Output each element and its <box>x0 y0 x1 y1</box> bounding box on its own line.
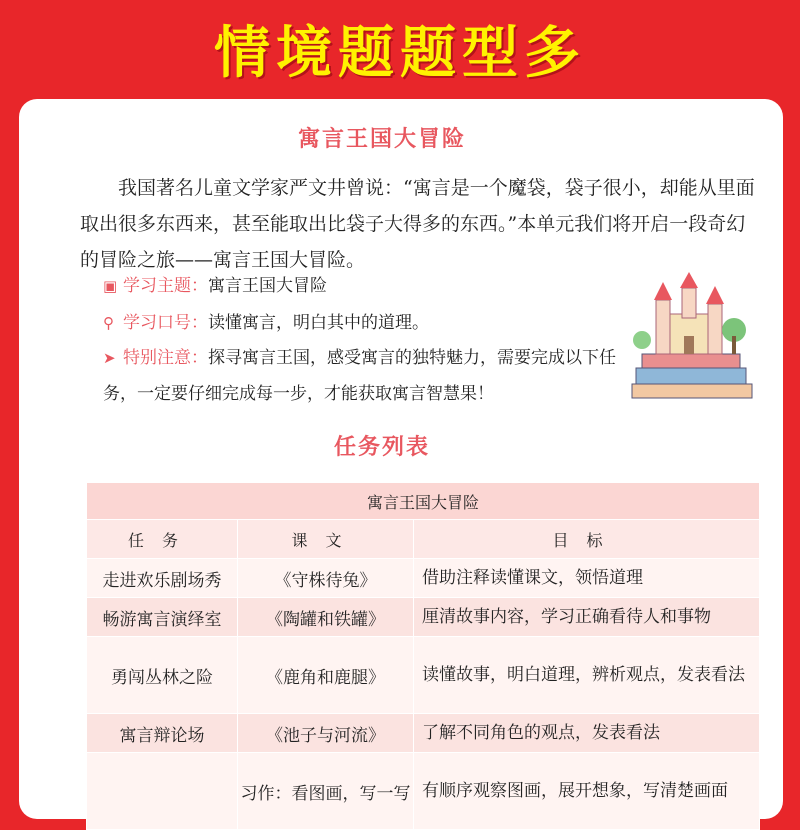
castle-on-books-illustration <box>628 270 760 402</box>
column-header: 课文 <box>238 520 414 559</box>
goal-cell: 了解不同角色的观点，发表看法 <box>414 714 760 753</box>
note-text: 探寻寓言王国，感受寓言的独特魅力，需要完成以下任务，一定要仔细完成每一步，才能获取寓言智慧果！ <box>103 348 616 404</box>
section-title: 寓言王国大冒险 <box>297 127 466 152</box>
goal-cell: 借助注释读懂课文，领悟道理 <box>414 559 760 598</box>
note-text: 读懂寓言，明白其中的道理。 <box>208 313 429 333</box>
task-cell: 寓言辩论场 <box>87 714 238 753</box>
table-row <box>87 714 760 753</box>
task-cell: 畅游寓言演绎室 <box>87 598 238 637</box>
table-row <box>87 753 760 830</box>
table-row <box>87 637 760 714</box>
task-table <box>86 482 760 830</box>
table-row <box>87 559 760 598</box>
column-header: 任务 <box>87 520 238 559</box>
camera-icon: ▣ <box>103 277 118 295</box>
note-attention <box>103 340 648 412</box>
note-text: 寓言王国大冒险 <box>208 276 327 296</box>
task-cell <box>87 753 238 830</box>
banner-title: 情境题题型多 <box>214 21 586 86</box>
task-cell: 勇闯丛林之险 <box>87 637 238 714</box>
intro-paragraph: 我国著名儿童文学家严文井曾说：“寓言是一个魔袋，袋子很小，却能从里面取出很多东西来，甚至能取出比袋子大得多的东西。”本单元我们将开启一段奇幻的冒险之旅——寓言王国大冒险。 <box>80 177 755 271</box>
top-banner <box>0 0 800 98</box>
goal-cell: 读懂故事，明白道理，辨析观点，发表看法 <box>414 637 760 714</box>
table-title: 寓言王国大冒险 <box>87 483 760 520</box>
text-cell: 《守株待兔》 <box>238 559 414 598</box>
task-cell: 走进欢乐剧场秀 <box>87 559 238 598</box>
text-cell: 习作：看图画，写一写 <box>238 753 414 830</box>
section-title: 任务列表 <box>333 435 430 460</box>
text-cell: 《陶罐和铁罐》 <box>238 598 414 637</box>
goal-cell: 有顺序观察图画，展开想象，写清楚画面 <box>414 753 760 830</box>
text-cell: 《鹿角和鹿腿》 <box>238 637 414 714</box>
goal-cell: 厘清故事内容，学习正确看待人和事物 <box>414 598 760 637</box>
key-icon: ⚲ <box>103 314 114 332</box>
send-icon: ➤ <box>103 349 116 367</box>
note-theme <box>103 268 327 304</box>
note-slogan <box>103 305 429 341</box>
note-label: 特别注意： <box>123 348 208 368</box>
table-row <box>87 598 760 637</box>
note-label: 学习口号： <box>123 313 208 333</box>
column-header: 目标 <box>414 520 760 559</box>
note-label: 学习主题： <box>123 276 208 296</box>
text-cell: 《池子与河流》 <box>238 714 414 753</box>
